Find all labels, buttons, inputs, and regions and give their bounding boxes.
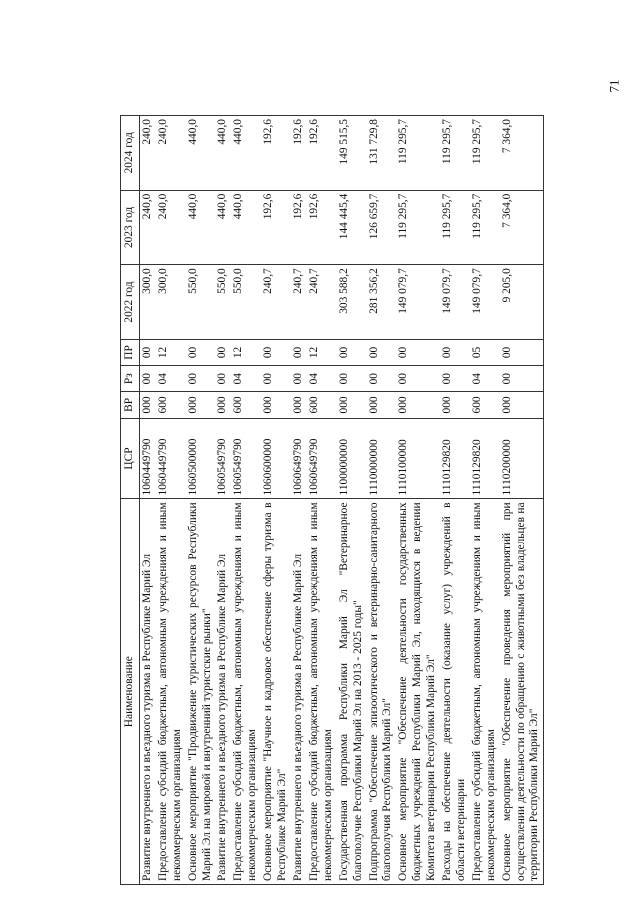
cell-y2023: 240,0 <box>139 190 155 265</box>
cell-pr: 05 <box>470 339 500 365</box>
cell-y2023: 440,0 <box>215 190 231 265</box>
cell-name: Развитие внутреннего и въездного туризма в Республике Марий Эл <box>291 499 307 885</box>
cell-csr: 1060649790 <box>307 418 337 499</box>
budget-table <box>120 115 544 885</box>
cell-y2022: 300,0 <box>156 265 186 340</box>
cell-vr: 000 <box>291 392 307 418</box>
cell-y2023: 7 364,0 <box>500 190 544 265</box>
table-row <box>440 116 470 885</box>
cell-y2023: 119 295,7 <box>440 190 470 265</box>
cell-y2022: 303 588,2 <box>337 265 367 340</box>
cell-pr: 00 <box>261 339 291 365</box>
cell-y2024: 149 515,5 <box>337 116 367 191</box>
cell-rz: 04 <box>231 366 261 392</box>
cell-y2024: 440,0 <box>231 116 261 191</box>
cell-y2022: 240,7 <box>261 265 291 340</box>
header-rz: Рз <box>121 366 140 392</box>
table-row <box>139 116 155 885</box>
cell-rz: 00 <box>396 366 440 392</box>
cell-y2023: 192,6 <box>291 190 307 265</box>
cell-csr: 1060500000 <box>186 418 216 499</box>
cell-name: Подпрограмма "Обеспечение эпизоотического и ветеринарно-санитарного благополучия Республики Марий Эл" <box>367 499 397 885</box>
cell-name: Государственная программа Республики Марий Эл "Ветеринарное благополучие Республики Марий Эл на 2013 - 2025 годы" <box>337 499 367 885</box>
cell-y2022: 550,0 <box>231 265 261 340</box>
cell-csr: 1060600000 <box>261 418 291 499</box>
cell-y2024: 440,0 <box>215 116 231 191</box>
header-2022: 2022 год <box>121 265 140 340</box>
cell-pr: 00 <box>337 339 367 365</box>
cell-y2023: 240,0 <box>156 190 186 265</box>
cell-rz: 04 <box>307 366 337 392</box>
cell-csr: 1100000000 <box>337 418 367 499</box>
page-number: 71 <box>606 79 622 93</box>
cell-pr: 12 <box>231 339 261 365</box>
cell-rz: 00 <box>337 366 367 392</box>
table-row <box>500 116 544 885</box>
cell-y2024: 440,0 <box>186 116 216 191</box>
table-row <box>291 116 307 885</box>
cell-y2022: 281 356,2 <box>367 265 397 340</box>
cell-csr: 1060649790 <box>291 418 307 499</box>
cell-vr: 000 <box>215 392 231 418</box>
cell-vr: 000 <box>139 392 155 418</box>
cell-y2023: 144 445,4 <box>337 190 367 265</box>
cell-csr: 1110000000 <box>367 418 397 499</box>
header-csr: ЦСР <box>121 418 140 499</box>
cell-y2024: 192,6 <box>307 116 337 191</box>
cell-y2023: 126 659,7 <box>367 190 397 265</box>
cell-name: Развитие внутреннего и въездного туризма в Республике Марий Эл <box>215 499 231 885</box>
cell-name: Предоставление субсидий бюджетным, автономным учреждениям и иным некоммерческим организациям <box>156 499 186 885</box>
cell-name: Основное мероприятие "Продвижение туристических ресурсов Республики Марий Эл на мировой и внутренний туристские рынки" <box>186 499 216 885</box>
cell-csr: 1110200000 <box>500 418 544 499</box>
cell-vr: 600 <box>470 392 500 418</box>
cell-y2023: 440,0 <box>231 190 261 265</box>
cell-y2023: 119 295,7 <box>396 190 440 265</box>
header-name: Наименование <box>121 499 140 885</box>
cell-vr: 000 <box>261 392 291 418</box>
cell-pr: 12 <box>156 339 186 365</box>
cell-y2024: 192,6 <box>261 116 291 191</box>
cell-name: Предоставление субсидий бюджетным, автономным учреждениям и иным некоммерческим организациям <box>231 499 261 885</box>
cell-vr: 600 <box>156 392 186 418</box>
table-row <box>215 116 231 885</box>
cell-csr: 1060449790 <box>156 418 186 499</box>
cell-vr: 000 <box>186 392 216 418</box>
cell-vr: 600 <box>231 392 261 418</box>
cell-pr: 00 <box>396 339 440 365</box>
cell-y2024: 119 295,7 <box>396 116 440 191</box>
cell-y2023: 192,6 <box>261 190 291 265</box>
cell-csr: 1060549790 <box>231 418 261 499</box>
cell-y2024: 131 729,8 <box>367 116 397 191</box>
cell-pr: 00 <box>186 339 216 365</box>
cell-vr: 600 <box>307 392 337 418</box>
cell-y2023: 119 295,7 <box>470 190 500 265</box>
rotated-table-wrapper <box>120 115 639 885</box>
cell-vr: 000 <box>367 392 397 418</box>
cell-y2022: 240,7 <box>307 265 337 340</box>
cell-y2023: 192,6 <box>307 190 337 265</box>
cell-name: Предоставление субсидий бюджетным, автономным учреждениям и иным некоммерческим организациям <box>307 499 337 885</box>
cell-csr: 1110100000 <box>396 418 440 499</box>
header-pr: ПР <box>121 339 140 365</box>
cell-pr: 00 <box>291 339 307 365</box>
cell-y2024: 240,0 <box>156 116 186 191</box>
cell-rz: 00 <box>261 366 291 392</box>
cell-pr: 00 <box>440 339 470 365</box>
header-2023: 2023 год <box>121 190 140 265</box>
header-vr: ВР <box>121 392 140 418</box>
cell-rz: 00 <box>500 366 544 392</box>
table-row <box>367 116 397 885</box>
cell-csr: 1060549790 <box>215 418 231 499</box>
table-row <box>396 116 440 885</box>
cell-pr: 00 <box>139 339 155 365</box>
cell-rz: 00 <box>367 366 397 392</box>
cell-y2024: 7 364,0 <box>500 116 544 191</box>
cell-name: Расходы на обеспечение деятельности (оказание услуг) учреждений в области ветеринарии <box>440 499 470 885</box>
table-row <box>231 116 261 885</box>
table-row <box>470 116 500 885</box>
table-row <box>186 116 216 885</box>
cell-y2022: 300,0 <box>139 265 155 340</box>
cell-y2024: 192,6 <box>291 116 307 191</box>
cell-y2022: 550,0 <box>186 265 216 340</box>
cell-csr: 1110129820 <box>440 418 470 499</box>
table-row <box>156 116 186 885</box>
cell-rz: 00 <box>215 366 231 392</box>
cell-name: Основное мероприятие "Обеспечение деятельности государственных бюджетных учреждений Республики Марий Эл, находящихся в ведении Комитета ветеринарии Республики Марий Эл" <box>396 499 440 885</box>
cell-rz: 00 <box>440 366 470 392</box>
cell-name: Основное мероприятие "Научное и кадровое обеспечение сферы туризма в Республике Марий Эл" <box>261 499 291 885</box>
cell-rz: 00 <box>291 366 307 392</box>
cell-y2022: 240,7 <box>291 265 307 340</box>
cell-y2023: 440,0 <box>186 190 216 265</box>
cell-vr: 000 <box>440 392 470 418</box>
cell-vr: 000 <box>396 392 440 418</box>
cell-rz: 04 <box>470 366 500 392</box>
cell-y2022: 149 079,7 <box>440 265 470 340</box>
cell-csr: 1060449790 <box>139 418 155 499</box>
cell-vr: 000 <box>500 392 544 418</box>
cell-rz: 00 <box>139 366 155 392</box>
table-row <box>261 116 291 885</box>
table-row <box>307 116 337 885</box>
table-row <box>337 116 367 885</box>
cell-y2022: 9 205,0 <box>500 265 544 340</box>
cell-pr: 00 <box>367 339 397 365</box>
cell-pr: 00 <box>500 339 544 365</box>
cell-name: Основное мероприятие "Обеспечение проведения мероприятий при осуществлении деятельности по обращению с животными без владельцев на территории Республики Марий Эл" <box>500 499 544 885</box>
table-body <box>139 116 543 885</box>
cell-y2024: 119 295,7 <box>440 116 470 191</box>
cell-rz: 00 <box>186 366 216 392</box>
cell-pr: 00 <box>215 339 231 365</box>
table-header-row <box>121 116 140 885</box>
cell-name: Предоставление субсидий бюджетным, автономным учреждениям и иным некоммерческим организациям <box>470 499 500 885</box>
cell-name: Развитие внутреннего и въездного туризма в Республике Марий Эл <box>139 499 155 885</box>
header-2024: 2024 год <box>121 116 140 191</box>
cell-y2024: 240,0 <box>139 116 155 191</box>
cell-y2024: 119 295,7 <box>470 116 500 191</box>
cell-pr: 12 <box>307 339 337 365</box>
cell-csr: 1110129820 <box>470 418 500 499</box>
cell-rz: 04 <box>156 366 186 392</box>
cell-y2022: 149 079,7 <box>396 265 440 340</box>
cell-y2022: 550,0 <box>215 265 231 340</box>
cell-vr: 000 <box>337 392 367 418</box>
cell-y2022: 149 079,7 <box>470 265 500 340</box>
